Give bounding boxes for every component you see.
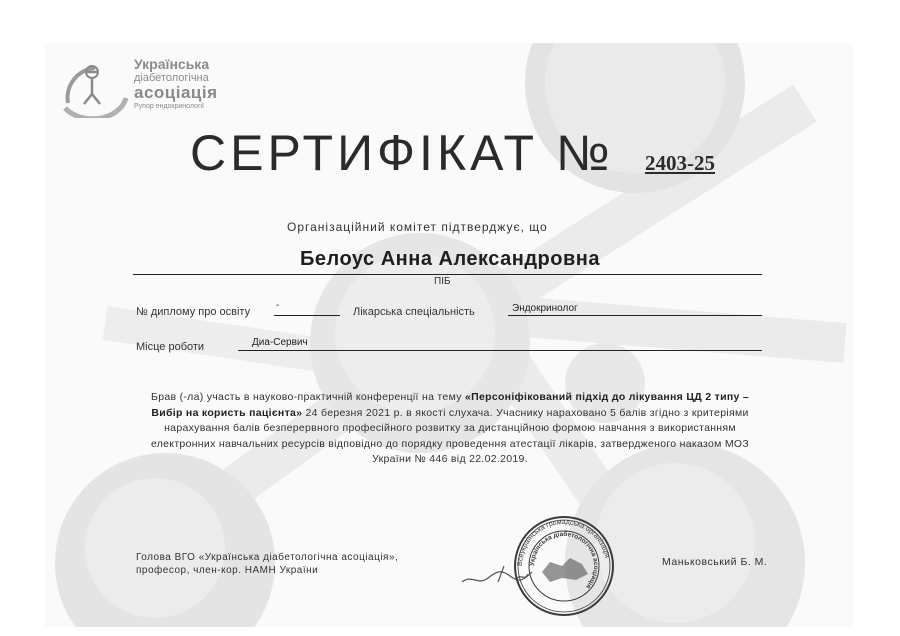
specialty-underline (508, 315, 762, 316)
name-underline (133, 274, 762, 275)
diploma-value: - (276, 300, 280, 311)
body-text-part2: 24 березня 2021 р. в якості слухача. Учаснику нараховано 5 балів згідно з критеріями нарахування балів безперервного професійного розвитку за дистанційною формою навчання з використанням електронних навчальних ресурсів відповідно до порядку проведення атестації лікарів, затвердженого наказом МОЗ України № 446 від 22.02.2019. (150, 406, 750, 466)
signatory-title-line2: професор, член-кор. НАМН України (136, 565, 319, 576)
official-stamp-seal (512, 514, 616, 618)
logo-tagline: Рупор ендокринології (134, 103, 205, 110)
stamp-inner-text: Українська діабетологічна асоціація (528, 530, 600, 590)
svg-text:Українська діабетологічна асоц (529, 530, 599, 590)
conference-topic: «Персоніфікований підхід до лікування ЦД 2 типу – Вибір на користь пацієнта» (151, 391, 749, 419)
confirmation-text: Організаційний комітет підтверджує, що (287, 220, 548, 234)
signatory-title-line1: Голова ВГО «Українська діабетологічна асоціація», (136, 552, 399, 563)
name-caption: ПІБ (434, 276, 451, 287)
workplace-label: Місце роботи (136, 341, 205, 353)
certificate-title: СЕРТИФІКАТ № (190, 125, 614, 181)
logo-name-line2: діабетологічна (134, 72, 209, 84)
logo-name-line3: асоціація (134, 83, 218, 102)
workplace-underline (238, 350, 762, 351)
specialty-value: Эндокринолог (512, 303, 578, 314)
association-logo-icon (60, 58, 130, 118)
body-text-part1: Брав (-ла) участь в науково-практичній конференції на тему (151, 391, 465, 403)
stamp-outer-text: Всеукраїнська громадська організація (516, 518, 611, 567)
specialty-label: Лікарська спеціальність (353, 306, 475, 318)
workplace-value: Диа-Сервич (252, 337, 308, 348)
diploma-underline (274, 315, 340, 316)
signatory-title (136, 551, 398, 577)
certificate-number: 2403-25 (645, 151, 715, 175)
logo-name-line1: Українська (134, 56, 210, 72)
participant-name: Белоус Анна Александровна (300, 248, 600, 270)
certificate-body (150, 390, 750, 468)
signatory-name: Маньковський Б. М. (662, 556, 768, 568)
diploma-label: № диплому про освіту (136, 306, 251, 318)
